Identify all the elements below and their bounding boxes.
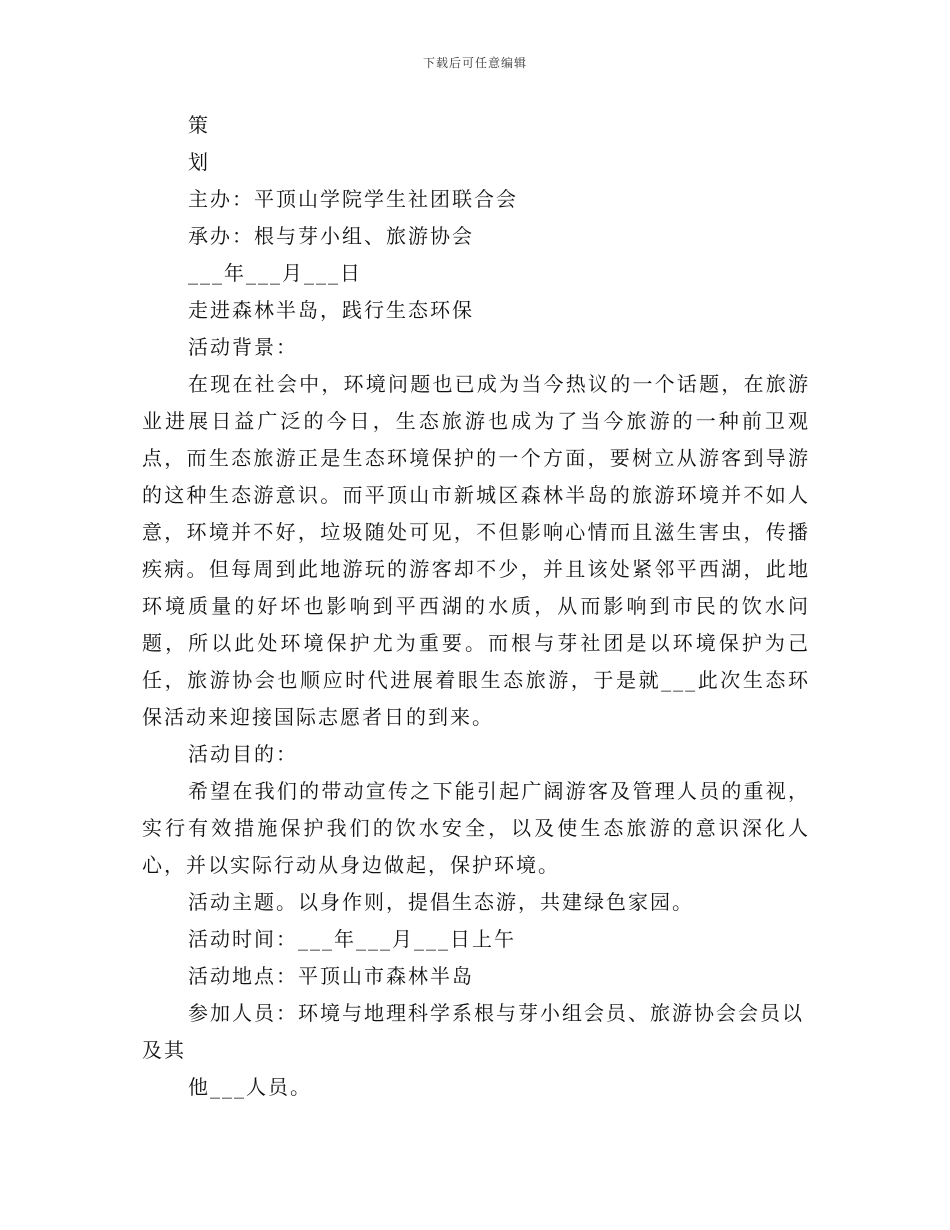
participants-line-2: 及其 xyxy=(142,1038,186,1062)
page-header: 下载后可任意编辑 xyxy=(422,56,527,70)
participants-line-3: 他___人员。 xyxy=(188,1075,312,1099)
purpose-heading: 活动目的： xyxy=(188,742,298,766)
title-char-1: 策 xyxy=(188,113,210,137)
organizer-line: 主办：平顶山学院学生社团联合会 xyxy=(188,187,518,211)
activity-time: 活动时间：___年___月___日上午 xyxy=(188,927,516,951)
date-line: ___年___月___日 xyxy=(188,261,362,285)
participants-line-1: 参加人员：环境与地理科学系根与芽小组会员、旅游协会会员以 xyxy=(188,1001,804,1025)
title-char-2: 划 xyxy=(188,150,210,174)
purpose-paragraph: 希望在我们的带动宣传之下能引起广阔游客及管理人员的重视，实行有效措施保护我们的饮水安全，以及使生态旅游的意识深化人心，并以实际行动从身边做起，保护环境。 xyxy=(142,779,810,877)
co-organizer-line: 承办：根与芽小组、旅游协会 xyxy=(188,224,474,248)
background-heading: 活动背景： xyxy=(188,335,298,359)
activity-place: 活动地点：平顶山市森林半岛 xyxy=(188,964,474,988)
document-body xyxy=(142,107,810,1106)
background-paragraph: 在现在社会中，环境问题也已成为当今热议的一个话题，在旅游业进展日益广泛的今日，生态旅游也成为了当今旅游的一种前卫观点，而生态旅游正是生态环境保护的一个方面，要树立从游客到导游的这种生态游意识。而平顶山市新城区森林半岛的旅游环境并不如人意，环境并不好，垃圾随处可见，不但影响心情而且滋生害虫，传播疾病。但每周到此地游玩的游客却不少，并且该处紧邻平西湖，此地环境质量的好坏也影响到平西湖的水质，从而影响到市民的饮水问题，所以此处环境保护尤为重要。而根与芽社团是以环境保护为己任，旅游协会也顺应时代进展着眼生态旅游，于是就___此次生态环保活动来迎接国际志愿者日的到来。 xyxy=(142,372,810,729)
theme-title: 走进森林半岛，践行生态环保 xyxy=(188,298,474,322)
activity-theme: 活动主题。以身作则，提倡生态游，共建绿色家园。 xyxy=(188,890,694,914)
